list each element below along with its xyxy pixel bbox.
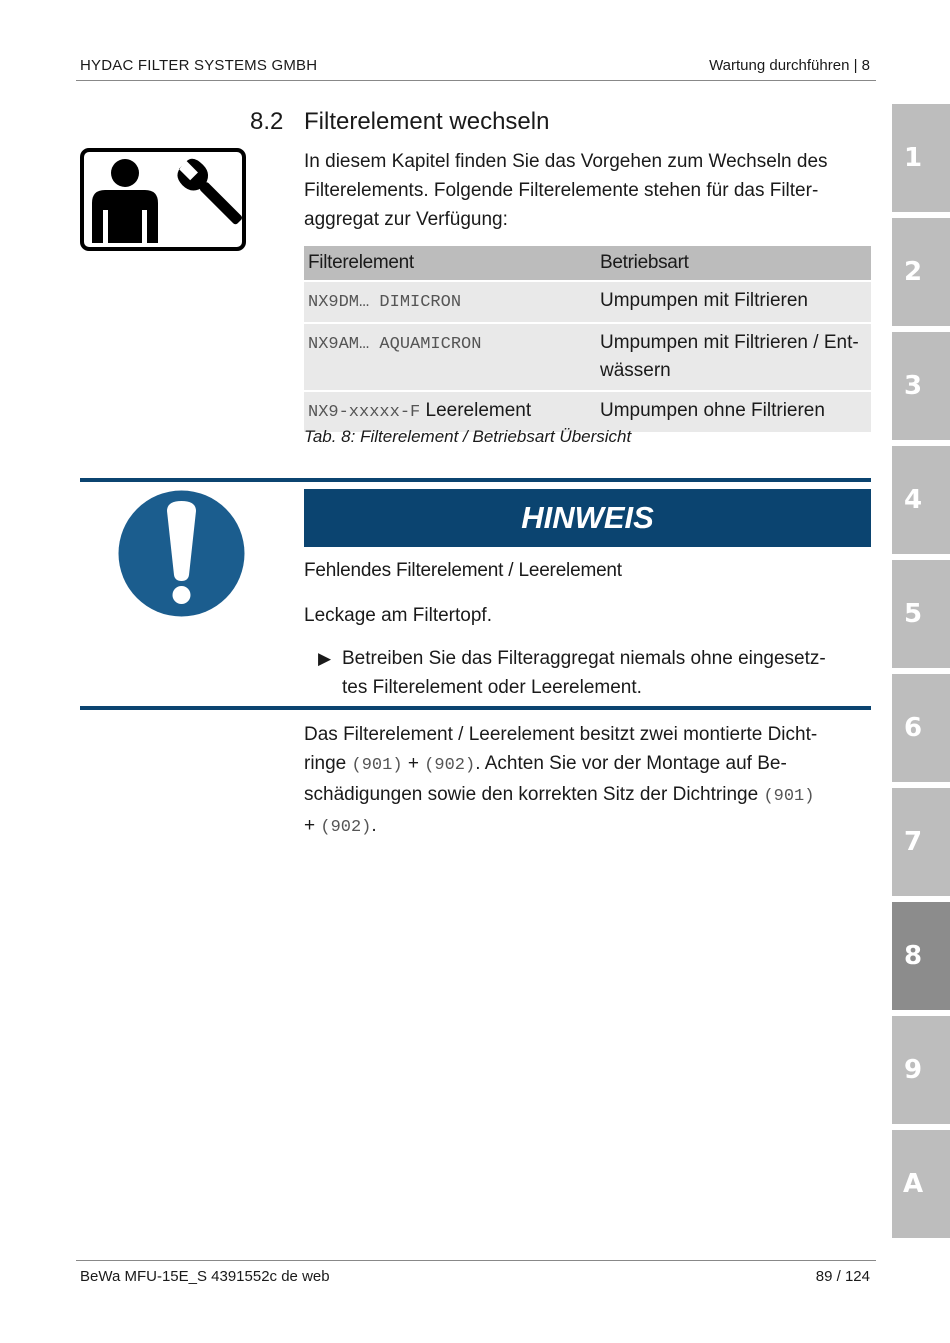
betriebsart-line: Umpumpen ohne Filtrieren [600,400,825,421]
header-section: Wartung durchführen | 8 [709,57,870,74]
notice-bullet [342,644,870,702]
notice-subtitle: Fehlendes Filterelement / Leerelement [304,560,622,581]
column-header-betriebsart: Betriebsart [596,246,871,281]
closing-text: schädigungen sowie den korrekten Sitz der Dichtringe [304,784,764,805]
filterelement-code: NX9-xxxxx-F [308,403,421,422]
footer-document: BeWa MFU-15E_S 4391552c de web [80,1268,330,1285]
closing-line [304,780,870,811]
footer-page-number: 89 / 124 [815,1268,870,1285]
notice-top-rule [80,478,871,482]
table-row [304,281,871,323]
exclamation-mandatory-icon [117,489,246,618]
betriebsart-line: wässern [600,360,671,381]
table-row [304,323,871,391]
chapter-tab-5[interactable]: 5 [892,560,950,668]
filterelement-cell [304,323,596,391]
closing-line: Das Filterelement / Leerelement besitzt zwei montierte Dicht- [304,724,818,745]
table-row [304,391,871,432]
chapter-tab-8[interactable]: 8 [892,902,950,1010]
header-divider [76,80,876,81]
closing-text: + [402,753,425,774]
chapter-tab-9[interactable]: 9 [892,1016,950,1124]
intro-line: Filterelements. Folgende Filterelemente stehen für das Filter- [304,180,819,201]
filterelement-code: NX9AM… AQUAMICRON [308,335,482,354]
notice-bullet-line: Betreiben Sie das Filteraggregat niemals ohne eingesetz- [342,648,826,669]
betriebsart-cell [596,391,871,432]
intro-line: In diesem Kapitel finden Sie das Vorgehen zum Wechseln des [304,151,828,172]
closing-text: ringe [304,753,352,774]
part-ref-902: (902) [424,756,476,775]
filterelement-cell [304,391,596,432]
filterelement-suffix: Leerelement [420,400,532,421]
betriebsart-cell [596,323,871,391]
closing-text: . [371,815,377,836]
chapter-tab-3[interactable]: 3 [892,332,950,440]
betriebsart-line: Umpumpen mit Filtrieren [600,290,808,311]
filterelement-cell [304,281,596,323]
part-ref-902: (902) [320,818,372,837]
intro-paragraph [304,147,870,234]
part-ref-901: (901) [351,756,403,775]
closing-text: . Achten Sie vor der Montage auf Be- [475,753,787,774]
chapter-tabs [892,104,950,1244]
table-header-row [304,246,871,281]
closing-text: + [304,815,321,836]
notice-banner: HINWEIS [304,489,871,547]
part-ref-901: (901) [763,787,815,806]
notice-bottom-rule [80,706,871,710]
maintenance-person-wrench-icon [80,148,246,251]
chapter-tab-6[interactable]: 6 [892,674,950,782]
closing-line [304,811,870,842]
chapter-tab-1[interactable]: 1 [892,104,950,212]
chapter-tab-7[interactable]: 7 [892,788,950,896]
filter-element-table [304,246,871,432]
closing-line [304,749,870,780]
chapter-tab-4[interactable]: 4 [892,446,950,554]
bullet-triangle-icon: ▶ [318,649,332,668]
closing-paragraph [304,720,870,842]
notice-text: Leckage am Filtertopf. [304,605,492,626]
chapter-tab-a[interactable]: A [892,1130,950,1238]
footer-divider [76,1260,876,1261]
section-title: Filterelement wechseln [304,108,550,135]
betriebsart-line: Umpumpen mit Filtrieren / Ent- [600,332,859,353]
filterelement-code: NX9DM… DIMICRON [308,293,462,312]
chapter-tab-2[interactable]: 2 [892,218,950,326]
header-company: HYDAC FILTER SYSTEMS GMBH [80,57,318,74]
betriebsart-cell [596,281,871,323]
column-header-filterelement: Filterelement [304,246,596,281]
notice-bullet-line: tes Filterelement oder Leerelement. [342,677,642,698]
intro-line: aggregat zur Verfügung: [304,209,508,230]
table-caption: Tab. 8: Filterelement / Betriebsart Übersicht [304,427,632,446]
section-number: 8.2 [250,108,284,135]
